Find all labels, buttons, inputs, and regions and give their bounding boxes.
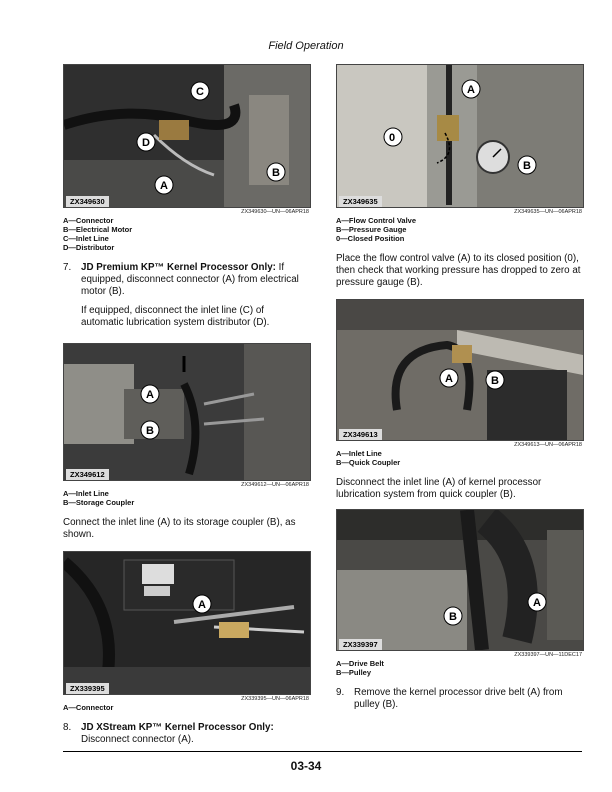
legend-item: D—Distributor	[63, 243, 115, 252]
step-number: 9.	[336, 687, 345, 698]
step-text: If equipped, disconnect connector (A) from electrical motor (B).	[81, 262, 299, 297]
svg-text:A: A	[160, 180, 168, 192]
svg-text:B: B	[272, 167, 280, 179]
figure-id: ZX349613	[339, 429, 382, 440]
step-number: 8.	[63, 722, 72, 733]
figure-id: ZX339395	[66, 683, 109, 694]
step-text: Remove the kernel processor drive belt (A) from pulley (B).	[354, 687, 563, 710]
svg-text:B: B	[146, 425, 154, 437]
svg-text:A: A	[445, 373, 453, 385]
legend-item: A—Connector	[63, 216, 114, 225]
legend-item: A—Connector	[63, 703, 114, 712]
legend-item: A—Drive Belt	[336, 659, 384, 668]
figure-id: ZX349612	[66, 469, 109, 480]
figure-connector-motor	[63, 64, 311, 208]
legend-item: B—Electrical Motor	[63, 225, 133, 234]
figure-ref: ZX339397—UN—11DEC17	[514, 652, 582, 658]
legend-item: A—Inlet Line	[336, 449, 382, 458]
figure-legend	[63, 216, 309, 252]
callout-a	[528, 593, 546, 611]
footer-rule	[63, 751, 582, 752]
instruction-connect: Connect the inlet line (A) to its storage coupler (B), as shown.	[63, 517, 296, 540]
svg-text:B: B	[491, 375, 499, 387]
legend-item: 0—Closed Position	[336, 234, 405, 243]
figure-legend	[63, 489, 309, 507]
instruction-disconnect-inlet: Disconnect the inlet line (A) of kernel processor lubrication system from quick coupler (B).	[336, 477, 542, 500]
callout-b	[267, 163, 285, 181]
svg-text:B: B	[523, 160, 531, 172]
callout-c	[191, 82, 209, 100]
instruction-flow-valve: Place the flow control valve (A) to its closed position (0), then check that working pressure has dropped to zero at pressure gauge (B).	[336, 253, 581, 288]
step-8	[63, 722, 309, 746]
figure-legend	[336, 659, 582, 677]
figure-inlet-storage	[63, 343, 311, 481]
running-header: Field Operation	[268, 40, 344, 52]
photo-quick-coupler	[337, 300, 583, 440]
callout-b	[518, 156, 536, 174]
svg-text:D: D	[142, 137, 150, 149]
figure-flow-valve	[336, 64, 584, 208]
svg-text:A: A	[533, 597, 541, 609]
figure-ref: ZX349612—UN—06APR18	[241, 482, 309, 488]
step-number: 7.	[63, 262, 72, 273]
figure-quick-coupler	[336, 299, 584, 441]
svg-text:C: C	[196, 86, 204, 98]
right-column	[336, 64, 582, 711]
figure-legend	[63, 703, 309, 712]
callout-b	[444, 607, 462, 625]
figure-ref: ZX349630—UN—06APR18	[241, 209, 309, 215]
callout-a	[155, 176, 173, 194]
figure-id: ZX349630	[66, 196, 109, 207]
callout-d	[137, 133, 155, 151]
svg-text:B: B	[449, 611, 457, 623]
legend-item: B—Storage Coupler	[63, 498, 135, 507]
step-9	[336, 687, 582, 711]
model-label: JD Premium KP™ Kernel Processor Only:	[81, 262, 276, 273]
svg-text:0: 0	[389, 132, 396, 144]
svg-text:A: A	[198, 599, 206, 611]
svg-text:A: A	[146, 389, 154, 401]
figure-xstream-connector	[63, 551, 311, 695]
left-column	[63, 64, 309, 746]
model-label: JD XStream KP™ Kernel Processor Only:	[81, 722, 274, 733]
legend-item: B—Pulley	[336, 668, 372, 677]
figure-drive-belt	[336, 509, 584, 651]
photo-drive-belt	[337, 510, 583, 650]
callout-a	[462, 80, 480, 98]
photo-inlet-storage	[64, 344, 310, 480]
figure-id: ZX339397	[339, 639, 382, 650]
legend-item: B—Quick Coupler	[336, 458, 401, 467]
legend-item: B—Pressure Gauge	[336, 225, 407, 234]
figure-legend	[336, 449, 582, 467]
callout-0	[384, 128, 402, 146]
step-7	[63, 262, 309, 298]
callout-a	[141, 385, 159, 403]
step-text: Disconnect connector (A).	[81, 734, 194, 745]
svg-text:A: A	[467, 84, 475, 96]
callout-a	[193, 595, 211, 613]
legend-item: A—Inlet Line	[63, 489, 109, 498]
photo-flow-valve	[337, 65, 583, 207]
legend-item: A—Flow Control Valve	[336, 216, 417, 225]
step-7-sub: If equipped, disconnect the inlet line (C) of automatic lubrication system distributor (D).	[81, 305, 270, 328]
figure-ref: ZX349635—UN—06APR18	[514, 209, 582, 215]
callout-a	[440, 369, 458, 387]
figure-id: ZX349635	[339, 196, 382, 207]
figure-legend	[336, 216, 582, 243]
callout-b	[141, 421, 159, 439]
figure-ref: ZX349613—UN—06APR18	[514, 442, 582, 448]
figure-ref: ZX339395—UN—06APR18	[241, 696, 309, 702]
legend-item: C—Inlet Line	[63, 234, 109, 243]
photo-xstream-connector	[64, 552, 310, 694]
callout-b	[486, 371, 504, 389]
page-number: 03-34	[290, 759, 322, 773]
photo-connector-motor	[64, 65, 310, 207]
